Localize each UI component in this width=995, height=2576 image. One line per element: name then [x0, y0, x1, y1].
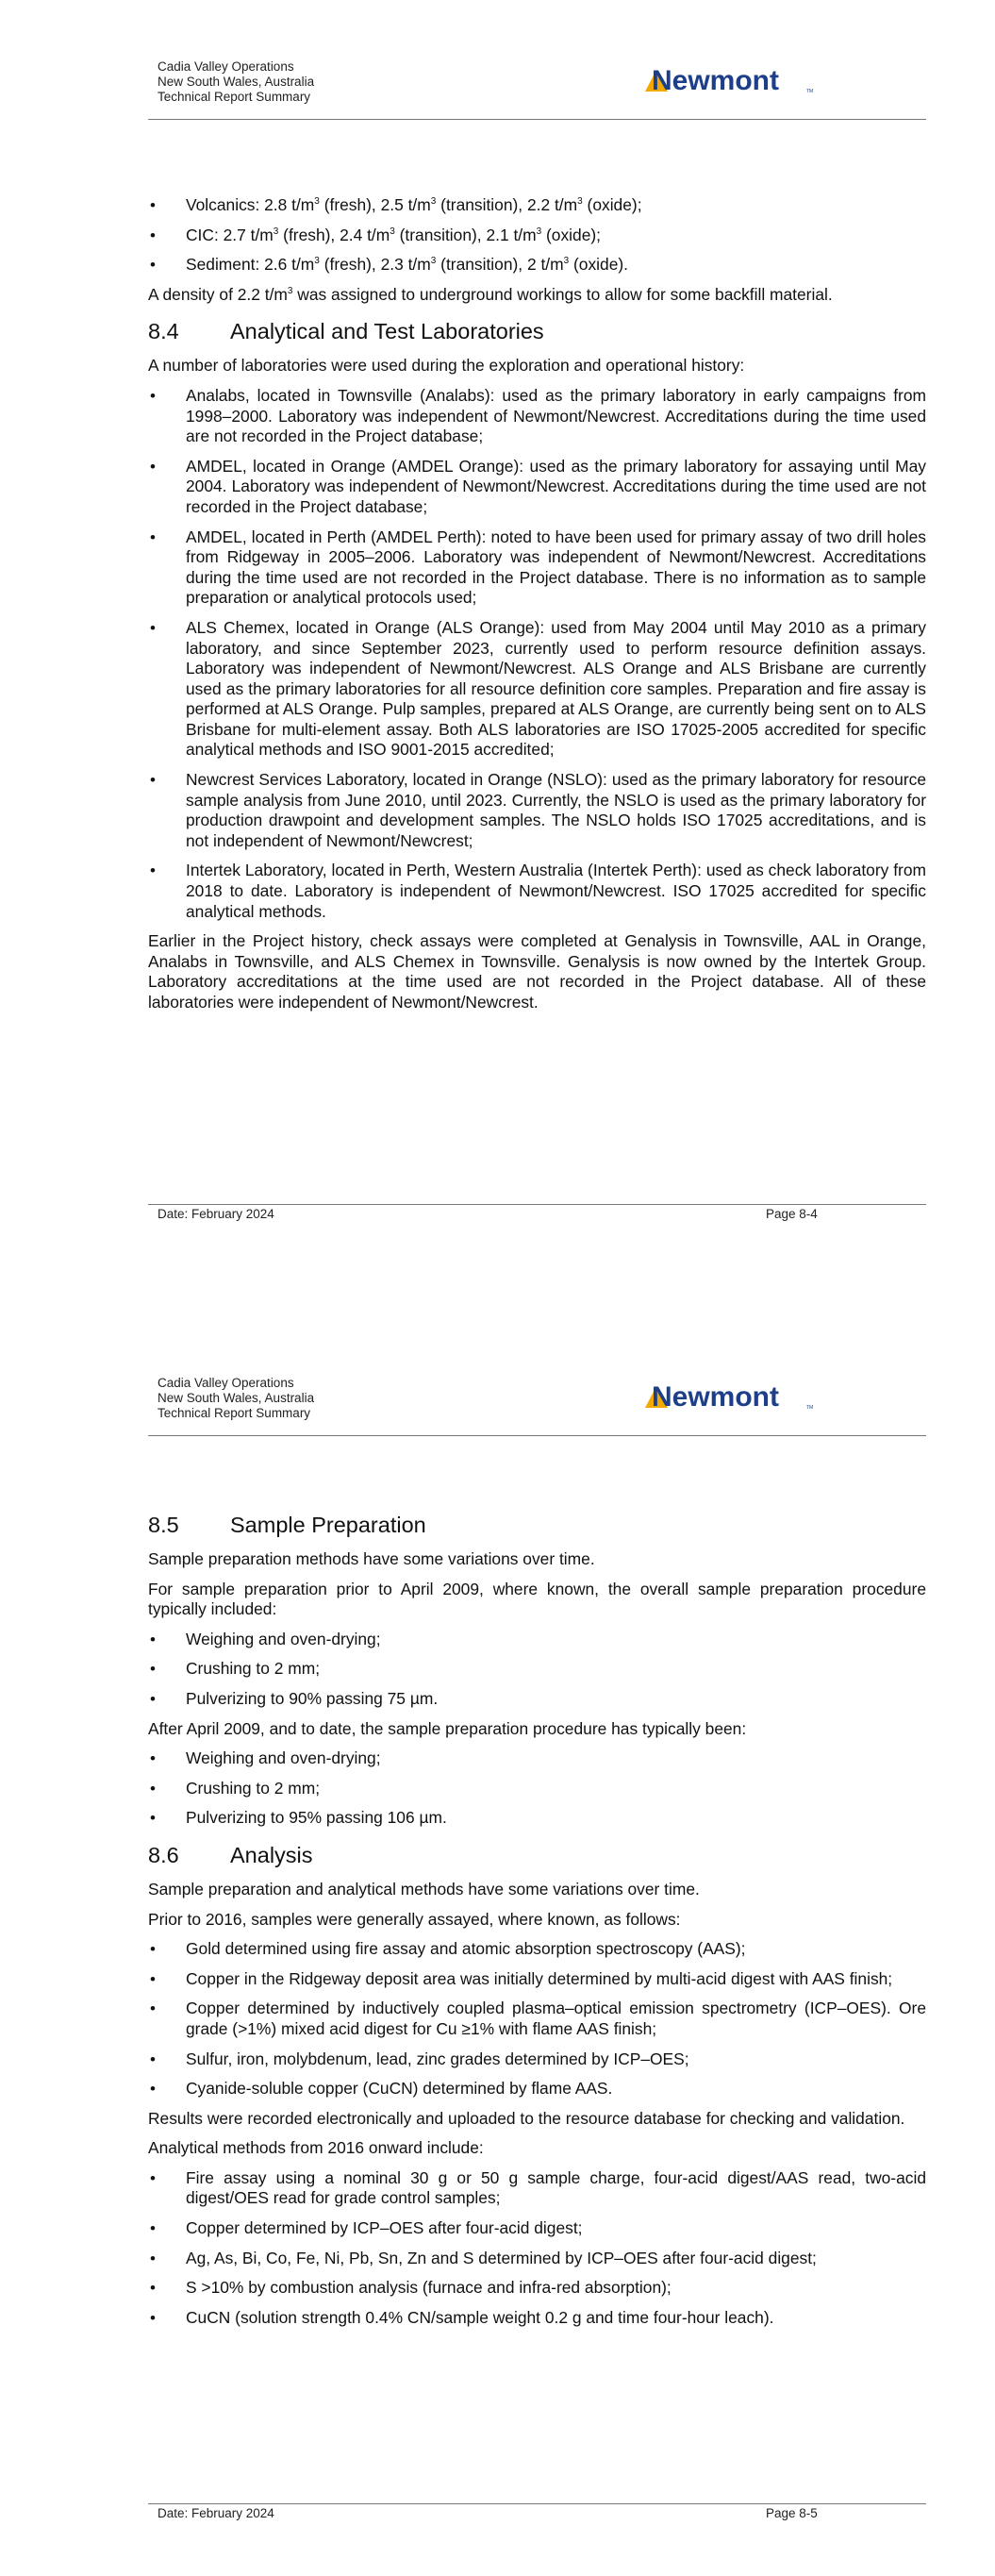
list-item: • Pulverizing to 95% passing 106 µm. — [148, 1808, 926, 1829]
list-item: • S >10% by combustion analysis (furnace and infra-red absorption); — [148, 2278, 926, 2299]
header-rule — [148, 119, 926, 120]
newmont-logo — [644, 1379, 814, 1413]
report-header — [158, 1376, 314, 1421]
list-item: • Crushing to 2 mm; — [148, 1659, 926, 1680]
prep-after-list — [148, 1748, 926, 1829]
section-heading-8-4: 8.4 Analytical and Test Laboratories — [148, 319, 544, 344]
footer-page-number: Page 8-4 — [766, 1207, 818, 1221]
list-item: • Ag, As, Bi, Co, Fe, Ni, Pb, Sn, Zn and S determined by ICP–OES after four-acid digest; — [148, 2249, 926, 2269]
paragraph: Sample preparation methods have some variations over time. — [148, 1549, 595, 1568]
prep-before-list — [148, 1630, 926, 1710]
density-note: A density of 2.2 $t/m^3$ was assigned to underground workings to allow for some backfill material. — [148, 284, 833, 304]
footer-page-number: Page 8-5 — [766, 2506, 818, 2520]
header-line-2: New South Wales, Australia — [158, 75, 315, 89]
header-line-2: New South Wales, Australia — [158, 1391, 315, 1405]
list-item: • Copper determined by inductively coupled plasma–optical emission spectrometry (ICP–OES). Ore grade (>1%) mixed acid digest for Cu ≥1% with flame AAS finish; — [148, 1999, 926, 2039]
list-item: • Volcanics: 2.8 $t/m^3$ (fresh), 2.5 $t/m^3$ (transition), 2.2 $t/m^3$ (oxide); — [148, 195, 926, 216]
paragraph: Sample preparation and analytical methods have some variations over time. — [148, 1879, 700, 1899]
section-heading-8-6: 8.6 Analysis — [148, 1842, 313, 1867]
labs-closing: Earlier in the Project history, check assays were completed at Genalysis in Townsville, AAL in Orange, Analabs in Townsville, and ALS Chemex in Townsville. Genalysis is now owned by the Intertek Group. Laboratory accreditations at the time used are not recorded in the Project database. All of these laboratories were independent of Newmont/Newcrest. — [148, 931, 926, 1012]
list-item: • Copper determined by ICP–OES after four-acid digest; — [148, 2218, 926, 2239]
paragraph: Prior to 2016, samples were generally assayed, where known, as follows: — [148, 1909, 681, 1929]
header-line-3: Technical Report Summary — [158, 90, 311, 104]
page-body — [148, 195, 926, 1023]
paragraph: For sample preparation prior to April 2009, where known, the overall sample preparation procedure typically included: — [148, 1579, 926, 1619]
list-item: • Copper in the Ridgeway deposit area was initially determined by multi-acid digest with AAS finish; — [148, 1969, 926, 1990]
paragraph: After April 2009, and to date, the sample preparation procedure has typically been: — [148, 1718, 747, 1738]
header-line-3: Technical Report Summary — [158, 1406, 311, 1420]
footer-date: Date: February 2024 — [158, 2506, 274, 2520]
footer-date: Date: February 2024 — [158, 1207, 274, 1221]
list-item: • Newcrest Services Laboratory, located in Orange (NSLO): used as the primary laboratory for resource sample analysis from June 2010, until 2023. Currently, the NSLO is used as the primary laboratory for production drawpoint and development samples. The NSLO holds ISO 17025 accreditations, and is not independent of Newmont/Newcrest; — [148, 770, 926, 851]
section-heading-8-5: 8.5 Sample Preparation — [148, 1513, 426, 1537]
list-item: • Intertek Laboratory, located in Perth, Western Australia (Intertek Perth): used as check laboratory from 2018 to date. Laboratory is independent of Newmont/Newcrest. ISO 17025 accredited for specific analytical methods. — [148, 861, 926, 922]
labs-intro: A number of laboratories were used during the exploration and operational history: — [148, 356, 745, 376]
list-item: • Pulverizing to 90% passing 75 µm. — [148, 1689, 926, 1710]
list-item: • Analabs, located in Townsville (Analabs): used as the primary laboratory in early campaigns from 1998–2000. Laboratory was independent of Newmont/Newcrest. Accreditations during the time used are not recorded in the Project database; — [148, 386, 926, 447]
list-item: • Sulfur, iron, molybdenum, lead, zinc grades determined by ICP–OES; — [148, 2049, 926, 2070]
list-item: • AMDEL, located in Orange (AMDEL Orange): used as the primary laboratory for assaying until May 2004. Laboratory was independent of Newmont/Newcrest. Accreditations during the time used are not recorded in the Project database; — [148, 457, 926, 518]
list-item: • Gold determined using fire assay and atomic absorption spectroscopy (AAS); — [148, 1939, 926, 1960]
density-list — [148, 195, 926, 276]
list-item: • Crushing to 2 mm; — [148, 1779, 926, 1799]
logo-wordmark: Newmont — [652, 1381, 779, 1413]
footer-rule — [148, 2503, 926, 2504]
list-item: • AMDEL, located in Perth (AMDEL Perth): noted to have been used for primary assay of two drill holes from Ridgeway in 2005–2006. Laboratory was independent of Newmont/Newcrest. Accreditations during the time used are not recorded in the Project database. There is no information as to sample preparation or analytical protocols used; — [148, 527, 926, 609]
logo-trademark: TM — [806, 1405, 814, 1411]
list-item: • Weighing and oven-drying; — [148, 1748, 926, 1769]
header-line-1: Cadia Valley Operations — [158, 1376, 294, 1390]
list-item: • Cyanide-soluble copper (CuCN) determined by flame AAS. — [148, 2079, 926, 2099]
header-rule — [148, 1435, 926, 1436]
list-item: • Fire assay using a nominal 30 g or 50 g sample charge, four-acid digest/AAS read, two-acid digest/OES read for grade control samples; — [148, 2168, 926, 2209]
report-header — [158, 59, 314, 105]
page-8-5 — [0, 1316, 995, 2576]
list-item: • Weighing and oven-drying; — [148, 1630, 926, 1650]
labs-list — [148, 386, 926, 922]
logo-trademark: TM — [806, 89, 814, 94]
analysis-before-list — [148, 1939, 926, 2099]
header-line-1: Cadia Valley Operations — [158, 59, 294, 74]
list-item: • Sediment: 2.6 $t/m^3$ (fresh), 2.3 $t/m^3$ (transition), 2 $t/m^3$ (oxide). — [148, 255, 926, 276]
logo-wordmark: Newmont — [652, 65, 779, 96]
analysis-after-list — [148, 2168, 926, 2329]
paragraph: Analytical methods from 2016 onward include: — [148, 2138, 484, 2158]
list-item: • ALS Chemex, located in Orange (ALS Orange): used from May 2004 until May 2010 as a primary laboratory, and since September 2023, currently used to perform resource definition assays. Laboratory was independent of Newmont/Newcrest. ALS Orange and ALS Brisbane are currently used as the primary laboratories for all resource definition core samples. Preparation and fire assay is performed at ALS Orange. Pulp samples, prepared at ALS Orange, are currently being sent on to ALS Brisbane for multi-element assay. Both ALS laboratories are ISO 17025-2005 accredited for specific analytical methods and ISO 9001-2015 accredited; — [148, 618, 926, 761]
footer-rule — [148, 1204, 926, 1205]
paragraph: Results were recorded electronically and uploaded to the resource database for checking and validation. — [148, 2108, 905, 2128]
newmont-logo — [644, 62, 814, 96]
page-body — [148, 1498, 926, 2337]
list-item: • CuCN (solution strength 0.4% CN/sample weight 0.2 g and time four-hour leach). — [148, 2308, 926, 2329]
list-item: • CIC: 2.7 $t/m^3$ (fresh), 2.4 $t/m^3$ (transition), 2.1 $t/m^3$ (oxide); — [148, 226, 926, 246]
